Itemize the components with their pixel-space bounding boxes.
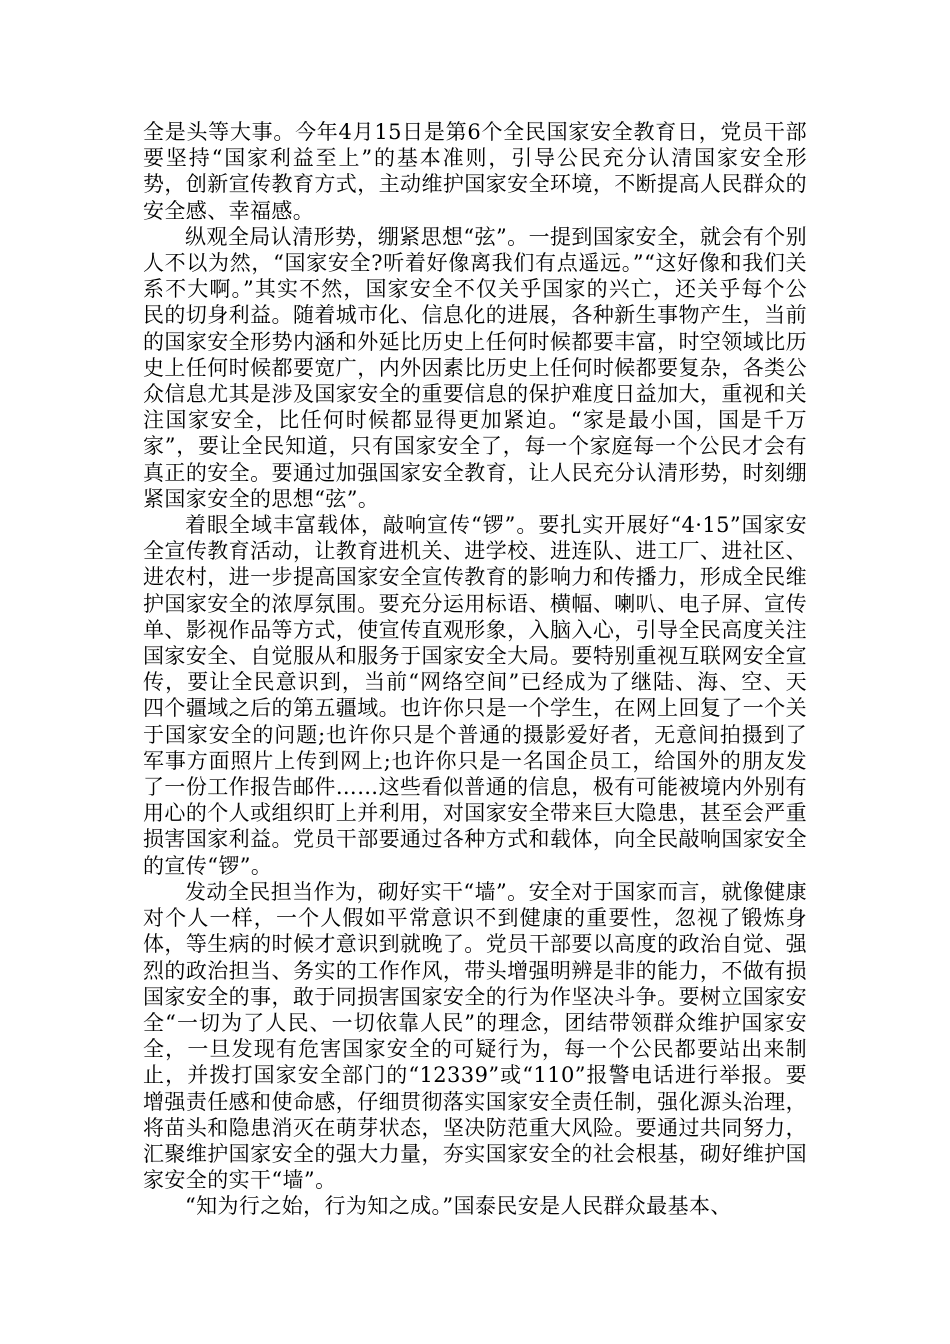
paragraph-5: “知为行之始，行为知之成。”国泰民安是人民群众最基本、 <box>185 1194 732 1219</box>
body-text <box>143 119 807 1220</box>
paragraph-2: 纵观全局认清形势，绷紧思想“弦”。一提到国家安全，就会有个别人不以为然，“国家安全?听着好像离我们有点遥远。”“这好像和我们关系不大啊。”其实不然，国家安全不仅关乎国家的兴亡，还关乎每个公民的切身利益。随着城市化、信息化的进展，各种新生事物产生，当前的国家安全形势内涵和外延比历史上任何时候都要丰富，时空领域比历史上任何时候都要宽广，内外因素比历史上任何时候都要复杂，各类公众信息尤其是涉及国家安全的重要信息的保护难度日益加大，重视和关注国家安全，比任何时候都显得更加紧迫。“家是最小国，国是千万家”，要让全民知道，只有国家安全了，每一个家庭每一个公民才会有真正的安全。要通过加强国家安全教育，让人民充分认清形势，时刻绷紧国家安全的思想“弦”。 <box>143 224 807 511</box>
paragraph-1: 全是头等大事。今年4月15日是第6个全民国家安全教育日，党员干部要坚持“国家利益至上”的基本准则，引导公民充分认清国家安全形势，创新宣传教育方式，主动维护国家安全环境，不断提高人民群众的安全感、幸福感。 <box>143 120 807 223</box>
paragraph-3: 着眼全域丰富载体，敲响宣传“锣”。要扎实开展好“4·15”国家安全宣传教育活动，让教育进机关、进学校、进连队、进工厂、进社区、进农村，进一步提高国家安全宣传教育的影响力和传播力，形成全民维护国家安全的浓厚氛围。要充分运用标语、横幅、喇叭、电子屏、宣传单、影视作品等方式，使宣传直观形象，入脑入心，引导全民高度关注国家安全、自觉服从和服务于国家安全大局。要特别重视互联网安全宣传，要让全民意识到，当前“网络空间”已经成为了继陆、海、空、天四个疆域之后的第五疆域。也许你只是一个学生，在网上回复了一个关于国家安全的问题;也许你只是个普通的摄影爱好者，无意间拍摄到了军事方面照片上传到网上;也许你只是一名国企员工，给国外的朋友发了一份工作报告邮件……这些看似普通的信息，极有可能被境内外别有用心的个人或组织盯上并利用，对国家安全带来巨大隐患，甚至会严重损害国家利益。党员干部要通过各种方式和载体，向全民敲响国家安全的宣传“锣”。 <box>143 513 807 878</box>
paragraph-4: 发动全民担当作为，砌好实干“墙”。安全对于国家而言，就像健康对个人一样，一个人假如平常意识不到健康的重要性，忽视了锻炼身体，等生病的时候才意识到就晚了。党员干部要以高度的政治自觉、强烈的政治担当、务实的工作作风，带头增强明辨是非的能力，不做有损国家安全的事，敢于同损害国家安全的行为作坚决斗争。要树立国家安全“一切为了人民、一切依靠人民”的理念，团结带领群众维护国家安全，一旦发现有危害国家安全的可疑行为，每一个公民都要站出来制止，并拨打国家安全部门的“12339”或“110”报警电话进行举报。要增强责任感和使命感，仔细贯彻落实国家安全责任制，强化源头治理，将苗头和隐患消灭在萌芽状态，坚决防范重大风险。要通过共同努力，汇聚维护国家安全的强大力量，夯实国家安全的社会根基，砌好维护国家安全的实干“墙”。 <box>143 879 807 1193</box>
